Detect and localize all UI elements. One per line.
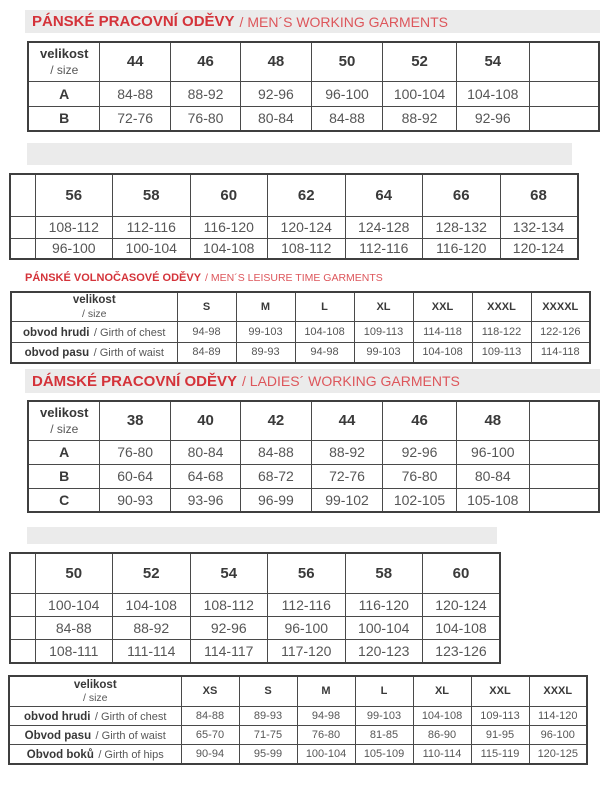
size-col-header: 58 xyxy=(345,553,423,593)
measurement-cell: 92-96 xyxy=(241,81,311,106)
row-label: B xyxy=(28,106,100,131)
cutoff-cell xyxy=(10,616,35,639)
size-col-header: XXL xyxy=(413,292,472,321)
measurement-cell: 100-104 xyxy=(345,616,423,639)
measurement-cell: 65-70 xyxy=(181,725,239,744)
cutoff-cell xyxy=(10,593,35,616)
section-title-en: / MEN´S LEISURE TIME GARMENTS xyxy=(205,272,383,284)
size-col-header: 66 xyxy=(423,174,501,216)
measurement-cell: 109-113 xyxy=(354,321,413,342)
size-col-header: S xyxy=(239,676,297,706)
measurement-cell: 96-100 xyxy=(456,440,529,464)
ladies-leisure-table xyxy=(8,675,588,765)
measurement-cell: 89-93 xyxy=(239,706,297,725)
measurement-cell: 76-80 xyxy=(383,464,456,488)
measurement-cell: 96-100 xyxy=(529,725,587,744)
measurement-cell: 100-104 xyxy=(113,238,191,259)
measurement-cell: 120-123 xyxy=(345,639,423,663)
measurement-cell: 60-64 xyxy=(100,464,170,488)
measurement-cell: 84-89 xyxy=(177,342,236,363)
row-label: B xyxy=(28,464,100,488)
measurement-cell: 120-124 xyxy=(268,216,346,238)
measurement-cell: 114-117 xyxy=(190,639,268,663)
size-col-header: XL xyxy=(413,676,471,706)
measurement-cell: 110-114 xyxy=(413,744,471,764)
cutoff-cell xyxy=(529,488,599,512)
measurement-cell: 123-126 xyxy=(423,639,501,663)
measurement-cell: 90-93 xyxy=(100,488,170,512)
cutoff-cell xyxy=(529,440,599,464)
measurement-cell: 124-128 xyxy=(345,216,423,238)
measurement-label-cell: obvod pasu / Girth of waist xyxy=(11,342,177,363)
measurement-cell: 100-104 xyxy=(297,744,355,764)
measurement-cell: 118-122 xyxy=(472,321,531,342)
size-col-header: 52 xyxy=(113,553,191,593)
size-col-header: M xyxy=(236,292,295,321)
cutoff-cell xyxy=(529,42,599,81)
size-col-header: 60 xyxy=(423,553,501,593)
size-col-header: XXXL xyxy=(529,676,587,706)
size-col-header: 50 xyxy=(35,553,113,593)
measurement-cell: 76-80 xyxy=(170,106,240,131)
measurement-cell: 76-80 xyxy=(297,725,355,744)
cutoff-cell xyxy=(529,464,599,488)
measurement-label-cell: Obvod pasu / Girth of waist xyxy=(9,725,181,744)
size-col-header: 56 xyxy=(268,553,346,593)
size-col-header: 40 xyxy=(170,401,240,440)
measurement-cell: 92-96 xyxy=(456,106,529,131)
size-col-header: 44 xyxy=(100,42,170,81)
measurement-cell: 120-125 xyxy=(529,744,587,764)
measurement-cell: 80-84 xyxy=(241,106,311,131)
measurement-cell: 92-96 xyxy=(383,440,456,464)
size-col-header: 42 xyxy=(241,401,311,440)
measurement-cell: 114-118 xyxy=(531,342,590,363)
row-label: C xyxy=(28,488,100,512)
ladies-working-table-part1 xyxy=(27,400,600,513)
measurement-cell: 109-113 xyxy=(471,706,529,725)
measurement-cell: 72-76 xyxy=(311,464,383,488)
section-heading-mens-working xyxy=(25,10,600,33)
size-col-header: 50 xyxy=(311,42,383,81)
measurement-cell: 94-98 xyxy=(297,706,355,725)
size-col-header: L xyxy=(295,292,354,321)
measurement-cell: 88-92 xyxy=(383,106,456,131)
size-col-header: L xyxy=(355,676,413,706)
gray-bar xyxy=(27,143,572,165)
size-col-header: 46 xyxy=(170,42,240,81)
measurement-cell: 104-108 xyxy=(113,593,191,616)
measurement-cell: 100-104 xyxy=(383,81,456,106)
size-col-header: 48 xyxy=(241,42,311,81)
size-col-header: 68 xyxy=(500,174,578,216)
size-header-cz: velikost xyxy=(72,294,116,307)
size-col-header: S xyxy=(177,292,236,321)
measurement-cell: 68-72 xyxy=(241,464,311,488)
measurement-cell: 105-108 xyxy=(456,488,529,512)
measurement-cell: 111-114 xyxy=(113,639,191,663)
measurement-cell: 109-113 xyxy=(472,342,531,363)
measurement-label-cell: Obvod boků / Girth of hips xyxy=(9,744,181,764)
measurement-cell: 122-126 xyxy=(531,321,590,342)
size-col-header: M xyxy=(297,676,355,706)
size-header-en: / size xyxy=(82,692,108,705)
size-header-cz: velikost xyxy=(40,46,89,62)
mens-working-table-part1 xyxy=(27,41,600,132)
size-col-header: 58 xyxy=(113,174,191,216)
section-title-en: / MEN´S WORKING GARMENTS xyxy=(239,13,448,30)
size-header-cz: velikost xyxy=(73,678,117,691)
measurement-cell: 116-120 xyxy=(345,593,423,616)
measurement-cell: 108-111 xyxy=(35,639,113,663)
cutoff-cell xyxy=(529,81,599,106)
measurement-label-cell: obvod hrudi / Girth of chest xyxy=(9,706,181,725)
measurement-cell: 95-99 xyxy=(239,744,297,764)
measurement-cell: 114-118 xyxy=(413,321,472,342)
measurement-cell: 100-104 xyxy=(35,593,113,616)
measurement-cell: 108-112 xyxy=(268,238,346,259)
measurement-cell: 115-119 xyxy=(471,744,529,764)
section-heading-ladies-working xyxy=(25,369,600,393)
mens-leisure-table xyxy=(10,291,591,364)
measurement-cell: 108-112 xyxy=(35,216,113,238)
row-label: A xyxy=(28,81,100,106)
size-col-header: 48 xyxy=(456,401,529,440)
measurement-cell: 128-132 xyxy=(423,216,501,238)
section-title-cz: DÁMSKÉ PRACOVNÍ ODĚVY xyxy=(32,372,238,390)
measurement-cell: 71-75 xyxy=(239,725,297,744)
size-col-header: XXL xyxy=(471,676,529,706)
measurement-cell: 112-116 xyxy=(113,216,191,238)
measurement-cell: 86-90 xyxy=(413,725,471,744)
cutoff-cell xyxy=(10,174,35,216)
size-header-cell xyxy=(9,676,181,706)
measurement-cell: 76-80 xyxy=(100,440,170,464)
measurement-cell: 99-103 xyxy=(236,321,295,342)
size-header-en: / size xyxy=(81,307,107,320)
measurement-cell: 104-108 xyxy=(413,342,472,363)
size-col-header: 54 xyxy=(456,42,529,81)
measurement-cell: 96-100 xyxy=(311,81,383,106)
measurement-cell: 112-116 xyxy=(268,593,346,616)
cutoff-cell xyxy=(10,238,35,259)
measurement-cell: 96-100 xyxy=(268,616,346,639)
size-col-header: 52 xyxy=(383,42,456,81)
measurement-cell: 104-108 xyxy=(295,321,354,342)
measurement-cell: 80-84 xyxy=(170,440,240,464)
measurement-cell: 120-124 xyxy=(500,238,578,259)
measurement-cell: 96-99 xyxy=(241,488,311,512)
measurement-cell: 104-108 xyxy=(423,616,501,639)
size-col-header: XXXL xyxy=(472,292,531,321)
measurement-cell: 90-94 xyxy=(181,744,239,764)
measurement-cell: 89-93 xyxy=(236,342,295,363)
size-col-header: 44 xyxy=(311,401,383,440)
size-col-header: 38 xyxy=(100,401,170,440)
measurement-cell: 117-120 xyxy=(268,639,346,663)
measurement-cell: 84-88 xyxy=(181,706,239,725)
measurement-cell: 116-120 xyxy=(423,238,501,259)
cutoff-cell xyxy=(529,106,599,131)
measurement-cell: 64-68 xyxy=(170,464,240,488)
measurement-cell: 88-92 xyxy=(170,81,240,106)
section-heading-mens-leisure xyxy=(25,271,383,285)
size-col-header: 64 xyxy=(345,174,423,216)
measurement-cell: 99-102 xyxy=(311,488,383,512)
mens-working-table-part2 xyxy=(9,173,579,260)
section-title-en: / LADIES´ WORKING GARMENTS xyxy=(242,373,460,389)
measurement-cell: 94-98 xyxy=(295,342,354,363)
measurement-cell: 81-85 xyxy=(355,725,413,744)
measurement-cell: 96-100 xyxy=(35,238,113,259)
measurement-cell: 84-88 xyxy=(100,81,170,106)
section-title-cz: PÁNSKÉ VOLNOČASOVÉ ODĚVY xyxy=(25,272,202,284)
measurement-cell: 108-112 xyxy=(190,593,268,616)
measurement-cell: 104-108 xyxy=(456,81,529,106)
measurement-cell: 102-105 xyxy=(383,488,456,512)
measurement-cell: 104-108 xyxy=(413,706,471,725)
size-header-cell xyxy=(28,42,100,81)
measurement-cell: 91-95 xyxy=(471,725,529,744)
measurement-cell: 88-92 xyxy=(311,440,383,464)
cutoff-cell xyxy=(10,216,35,238)
size-col-header: 62 xyxy=(268,174,346,216)
size-header-cell xyxy=(28,401,100,440)
row-label: A xyxy=(28,440,100,464)
measurement-cell: 114-120 xyxy=(529,706,587,725)
measurement-cell: 94-98 xyxy=(177,321,236,342)
measurement-cell: 88-92 xyxy=(113,616,191,639)
measurement-cell: 84-88 xyxy=(311,106,383,131)
measurement-cell: 120-124 xyxy=(423,593,501,616)
size-col-header: 54 xyxy=(190,553,268,593)
measurement-cell: 116-120 xyxy=(190,216,268,238)
size-col-header: XXXXL xyxy=(531,292,590,321)
size-col-header: XS xyxy=(181,676,239,706)
measurement-cell: 92-96 xyxy=(190,616,268,639)
cutoff-cell xyxy=(529,401,599,440)
size-col-header: 60 xyxy=(190,174,268,216)
ladies-working-table-part2 xyxy=(9,552,501,664)
measurement-cell: 99-103 xyxy=(355,706,413,725)
measurement-cell: 104-108 xyxy=(190,238,268,259)
cutoff-cell xyxy=(10,639,35,663)
size-header-en: / size xyxy=(50,62,79,77)
measurement-cell: 84-88 xyxy=(241,440,311,464)
measurement-cell: 84-88 xyxy=(35,616,113,639)
size-col-header: 46 xyxy=(383,401,456,440)
measurement-cell: 105-109 xyxy=(355,744,413,764)
size-header-cell xyxy=(11,292,177,321)
measurement-cell: 112-116 xyxy=(345,238,423,259)
measurement-cell: 93-96 xyxy=(170,488,240,512)
measurement-cell: 80-84 xyxy=(456,464,529,488)
size-col-header: XL xyxy=(354,292,413,321)
section-title-cz: PÁNSKÉ PRACOVNÍ ODĚVY xyxy=(32,13,235,30)
measurement-cell: 99-103 xyxy=(354,342,413,363)
measurement-cell: 132-134 xyxy=(500,216,578,238)
measurement-label-cell: obvod hrudi / Girth of chest xyxy=(11,321,177,342)
size-header-en: / size xyxy=(50,421,79,436)
size-col-header: 56 xyxy=(35,174,113,216)
measurement-cell: 72-76 xyxy=(100,106,170,131)
size-header-cz: velikost xyxy=(40,405,89,421)
cutoff-cell xyxy=(10,553,35,593)
gray-bar xyxy=(27,527,497,544)
